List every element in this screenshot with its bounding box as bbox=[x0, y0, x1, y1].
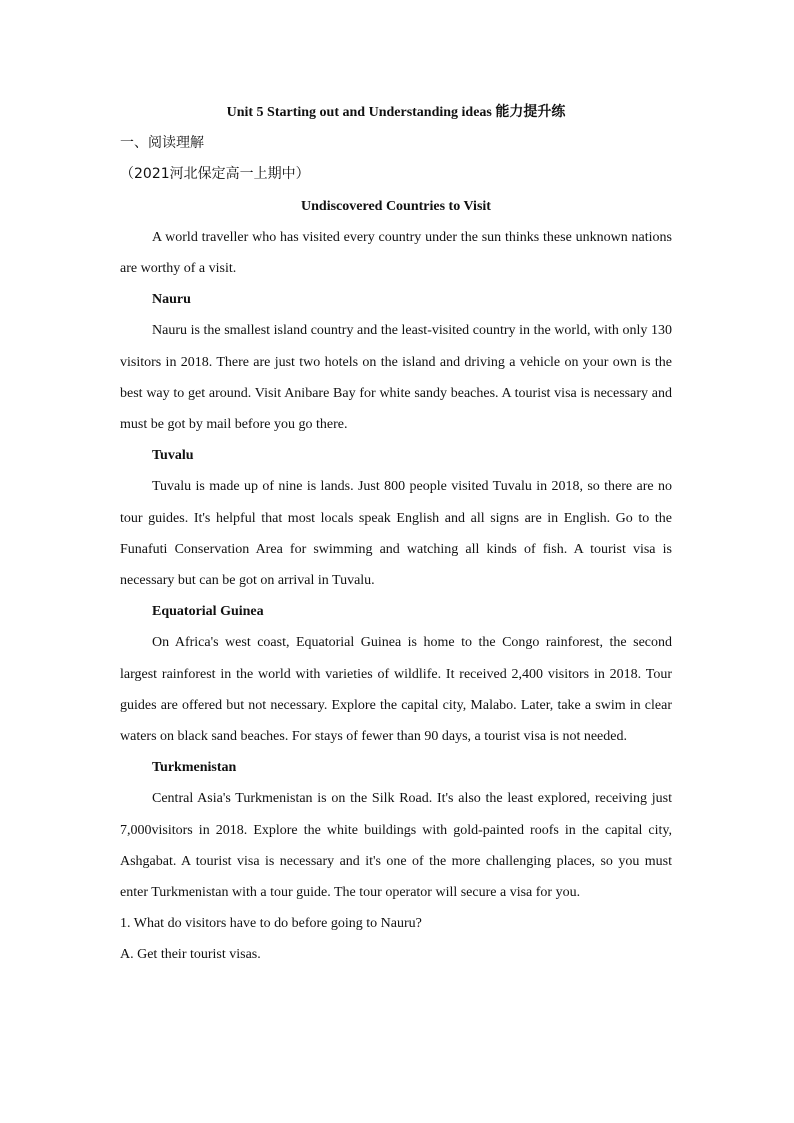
question-option-a: A. Get their tourist visas. bbox=[120, 947, 261, 963]
section-heading: 一、阅读理解 bbox=[120, 135, 204, 152]
section-text-tuvalu: Tuvalu is made up of nine is lands. Just 800 people visited Tuvalu in 2018, so there are no tour guides. It's helpful that most locals speak English and all signs are in English. Go to the Funafuti Conservation Area for swimming and watching all kinds of fish. A tourist visa is necessary but can be got on arrival in Tuvalu. bbox=[120, 479, 672, 588]
document-title: Unit 5 Starting out and Understanding ideas 能力提升练 bbox=[226, 105, 566, 120]
question-stem: 1. What do visitors have to do before going to Nauru? bbox=[120, 916, 422, 932]
passage-title: Undiscovered Countries to Visit bbox=[301, 198, 491, 214]
document-page bbox=[120, 97, 672, 971]
section-text-equatorial-guinea: On Africa's west coast, Equatorial Guinea is home to the Congo rainforest, the second largest rainforest in the world with varieties of wildlife. It received 2,400 visitors in 2018. Tour guides are offered but not necessary. Explore the capital city, Malabo. Later, take a swim in clear waters on black sand beaches. For stays of fewer than 90 days, a tourist visa is not needed. bbox=[120, 635, 672, 744]
section-heading-tuvalu: Tuvalu bbox=[152, 448, 194, 464]
section-heading-nauru: Nauru bbox=[152, 292, 191, 308]
passage-intro: A world traveller who has visited every country under the sun thinks these unknown nations are worthy of a visit. bbox=[120, 229, 672, 276]
section-heading-turkmenistan: Turkmenistan bbox=[152, 760, 237, 776]
section-heading-equatorial-guinea: Equatorial Guinea bbox=[152, 604, 264, 620]
section-text-nauru: Nauru is the smallest island country and the least-visited country in the world, with only 130 visitors in 2018. There are just two hotels on the island and driving a vehicle on your own is the best way to get around. Visit Anibare Bay for white sandy beaches. A tourist visa is necessary and must be got by mail before you go there. bbox=[120, 323, 672, 432]
section-text-turkmenistan: Central Asia's Turkmenistan is on the Silk Road. It's also the least explored, receiving just 7,000visitors in 2018. Explore the white buildings with gold-painted roofs in the capital city, Ashgabat. A tourist visa is necessary and it's one of the more challenging places, so you must enter Turkmenistan with a tour guide. The tour operator will secure a visa for you. bbox=[120, 791, 672, 900]
source-note: （2021河北保定高一上期中） bbox=[120, 166, 310, 183]
